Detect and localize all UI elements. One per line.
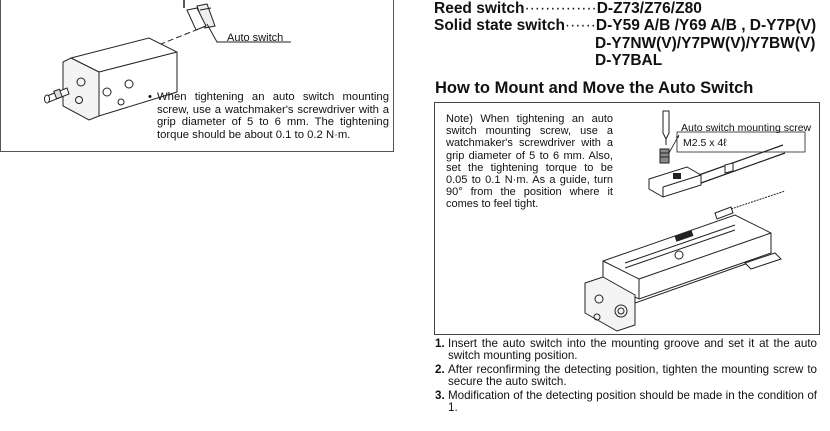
bullet-icon: • <box>148 91 152 103</box>
tightening-note <box>148 91 389 141</box>
step-1 <box>435 338 817 363</box>
left-figure-panel <box>0 0 394 152</box>
solid-state-models-line2: D-Y7NW(V)/Y7PW(V)/Y7BW(V) <box>595 35 816 52</box>
step-3 <box>435 390 817 415</box>
step-2-text: After reconfirming the detecting position, tighten the mounting screw to secure the auto switch. <box>448 362 817 389</box>
step-2 <box>435 364 817 389</box>
section-title: How to Mount and Move the Auto Switch <box>435 79 754 97</box>
solid-state-switch-row <box>434 18 816 34</box>
solid-state-switch-label: Solid state switch <box>434 17 565 34</box>
solid-state-switch-leader: ······ <box>564 17 596 34</box>
reed-switch-leader: ·············· <box>524 0 597 17</box>
mounting-steps-list <box>435 338 817 415</box>
reed-switch-label: Reed switch <box>434 0 525 17</box>
step-1-number: 1. <box>435 337 445 350</box>
step-3-number: 3. <box>435 388 445 402</box>
figure-note: Note) When tightening an auto switch mounting screw, use a watchmaker's screwdriver with a grip diameter of 5 to 6 mm. Also, set the tightening torque to be 0.05 to 0.1 N·m. As a guide, turn 90° from the position where it comes to feel tight. <box>446 113 613 211</box>
tightening-note-text: When tightening an auto switch mounting screw, use a watchmaker's screwdriver with a grip diameter of 5 to 6 mm. The tightening torque should be about 0.1 to 0.2 N·m. <box>157 91 389 141</box>
mounting-illustration <box>435 103 821 336</box>
step-2-number: 2. <box>435 362 445 376</box>
auto-switch-callout-label: Auto switch <box>227 32 284 44</box>
step-3-text: Modification of the detecting position should be made in the condition of 1. <box>448 388 817 415</box>
mounting-screw-size-label: M2.5 x 4ℓ <box>683 137 727 149</box>
solid-state-models-line1: D-Y59 A/B /Y69 A/B , D-Y7P(V) <box>595 17 817 34</box>
solid-state-models-line3: D-Y7BAL <box>595 52 663 69</box>
mounting-screw-callout-label: Auto switch mounting screw <box>681 122 812 134</box>
reed-switch-models: D-Z73/Z76/Z80 <box>596 0 702 17</box>
step-1-text: Insert the auto switch into the mounting groove and set it at the auto switch mounting position. <box>448 337 817 363</box>
reed-switch-row <box>434 1 702 17</box>
mounting-figure-box <box>434 102 820 335</box>
